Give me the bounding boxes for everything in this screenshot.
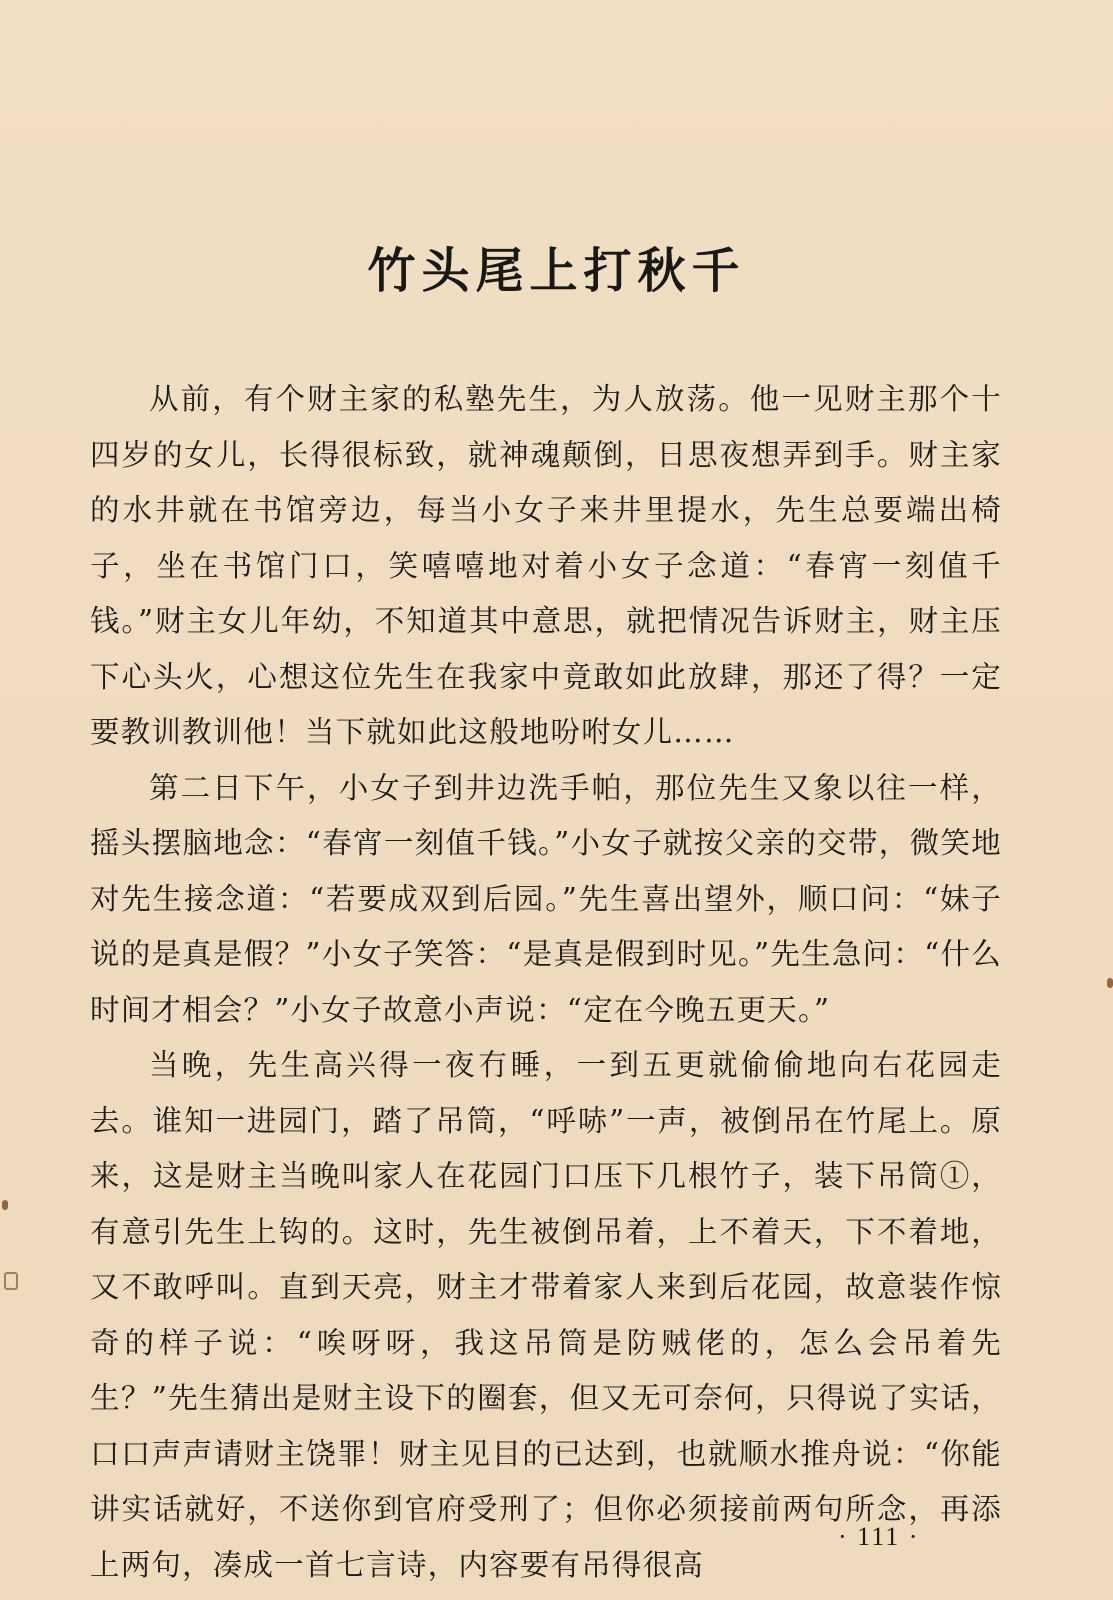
edge-mark: [4, 1272, 18, 1290]
edge-mark: [1107, 978, 1113, 988]
edge-mark: [2, 1200, 8, 1210]
story-body: [90, 372, 1002, 1593]
paragraph-2: 第二日下午，小女子到井边洗手帕，那位先生又象以往一样，摇头摆脑地念：“春宵一刻值千钱。”小女子就按父亲的交带，微笑地对先生接念道：“若要成双到后园。”先生喜出望外，顺口问：“妹子说的是真是假？”小女子笑答：“是真是假到时见。”先生急问：“什么时间才相会？”小女子故意小声说：“定在今晚五更天。”: [90, 770, 1002, 1027]
paragraph-3: 当晚，先生高兴得一夜冇睡，一到五更就偷偷地向右花园走去。谁知一进园门，踏了吊筒，“呼哧”一声，被倒吊在竹尾上。原来，这是财主当晚叫家人在花园门口压下几根竹子，装下吊筒①，有意引先生上钩的。这时，先生被倒吊着，上不着天，下不着地，又不敢呼叫。直到天亮，财主才带着家人来到后花园，故意装作惊奇的样子说：“唉呀呀，我这吊筒是防贼佬的，怎么会吊着先生？”先生猜出是财主设下的圈套，但又无可奈何，只得说了实话，口口声声请财主饶罪！财主见目的已达到，也就顺水推舟说：“你能讲实话就好，不送你到官府受刑了；但你必须接前两句所念，再添上两句，凑成一首七言诗，内容要有吊得很高: [90, 1048, 1002, 1582]
page-title: 竹头尾上打秋千: [367, 243, 746, 299]
paragraph-1: 从前，有个财主家的私塾先生，为人放荡。他一见财主那个十四岁的女儿，长得很标致，就神魂颠倒，日思夜想弄到手。财主家的水井就在书馆旁边，每当小女子来井里提水，先生总要端出椅子，坐在书馆门口，笑嘻嘻地对着小女子念道：“春宵一刻值千钱。”财主女儿年幼，不知道其中意思，就把情况告诉财主，财主压下心头火，心想这位先生在我家中竟敢如此放肆，那还了得？一定要教训教训他！当下就如此这般地吩咐女儿……: [90, 382, 1002, 749]
page-number: · 111 ·: [838, 1522, 920, 1551]
